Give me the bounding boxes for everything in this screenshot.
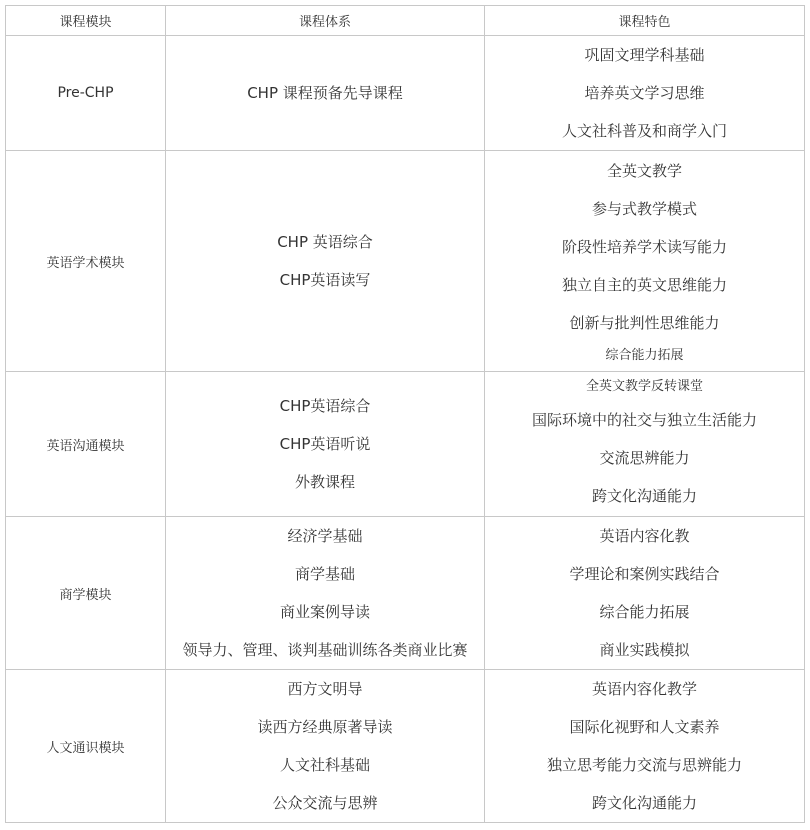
feature-item: 跨文化沟通能力 (591, 487, 697, 505)
module-cell: 英语沟通模块 (6, 372, 166, 517)
course-item: 商学基础 (294, 565, 355, 583)
table-row (6, 670, 805, 823)
feature-item: 独立思考能力交流与思辨能力 (546, 756, 742, 774)
feature-item: 全英文教学 (606, 162, 682, 180)
module-cell: 商学模块 (6, 517, 166, 670)
courses-cell (166, 151, 485, 372)
feature-item: 参与式教学模式 (591, 200, 697, 218)
feature-item: 英语内容化教学 (591, 680, 697, 698)
table-row (6, 517, 805, 670)
feature-item: 创新与批判性思维能力 (569, 314, 720, 332)
feature-item: 全英文教学反转课堂 (585, 379, 703, 394)
table-row (6, 151, 805, 372)
course-item: CHP 英语综合 (277, 233, 373, 251)
features-cell (485, 36, 805, 151)
courses-cell (166, 372, 485, 517)
feature-item: 国际环境中的社交与独立生活能力 (531, 411, 757, 429)
feature-item: 综合能力拓展 (605, 348, 684, 363)
feature-item: 跨文化沟通能力 (591, 794, 697, 812)
features-cell (485, 151, 805, 372)
feature-item: 英语内容化教 (599, 527, 690, 545)
header-courses: 课程体系 (166, 6, 485, 36)
feature-item: 巩固文理学科基础 (584, 46, 705, 64)
feature-item: 培养英文学习思维 (584, 84, 705, 102)
table-row (6, 36, 805, 151)
course-table (5, 5, 805, 823)
courses-cell (166, 517, 485, 670)
course-item: CHP英语综合 (279, 397, 371, 415)
features-cell (485, 372, 805, 517)
feature-item: 人文社科普及和商学入门 (561, 122, 727, 140)
course-item: 外教课程 (294, 473, 355, 491)
course-item: CHP 课程预备先导课程 (247, 84, 403, 102)
feature-item: 商业实践模拟 (599, 641, 690, 659)
module-cell: Pre-CHP (6, 36, 166, 151)
module-cell: 英语学术模块 (6, 151, 166, 372)
course-item: 商业案例导读 (279, 603, 370, 621)
course-item: 读西方经典原著导读 (257, 718, 393, 736)
courses-cell (166, 36, 485, 151)
header-module: 课程模块 (6, 6, 166, 36)
course-item: 经济学基础 (287, 527, 363, 545)
course-item: 西方文明导 (287, 680, 363, 698)
module-cell: 人文通识模块 (6, 670, 166, 823)
features-cell (485, 517, 805, 670)
course-item: 公众交流与思辨 (272, 794, 378, 812)
course-item: 领导力、管理、谈判基础训练各类商业比赛 (182, 641, 468, 659)
feature-item: 独立自主的英文思维能力 (561, 276, 727, 294)
feature-item: 综合能力拓展 (599, 603, 690, 621)
course-item: CHP英语听说 (279, 435, 371, 453)
table-row (6, 372, 805, 517)
feature-item: 国际化视野和人文素养 (569, 718, 720, 736)
features-cell (485, 670, 805, 823)
header-row (6, 6, 805, 36)
feature-item: 学理论和案例实践结合 (569, 565, 720, 583)
feature-item: 交流思辨能力 (599, 449, 690, 467)
feature-item: 阶段性培养学术读写能力 (561, 238, 727, 256)
course-item: 人文社科基础 (279, 756, 370, 774)
header-features: 课程特色 (485, 6, 805, 36)
course-item: CHP英语读写 (279, 271, 371, 289)
courses-cell (166, 670, 485, 823)
